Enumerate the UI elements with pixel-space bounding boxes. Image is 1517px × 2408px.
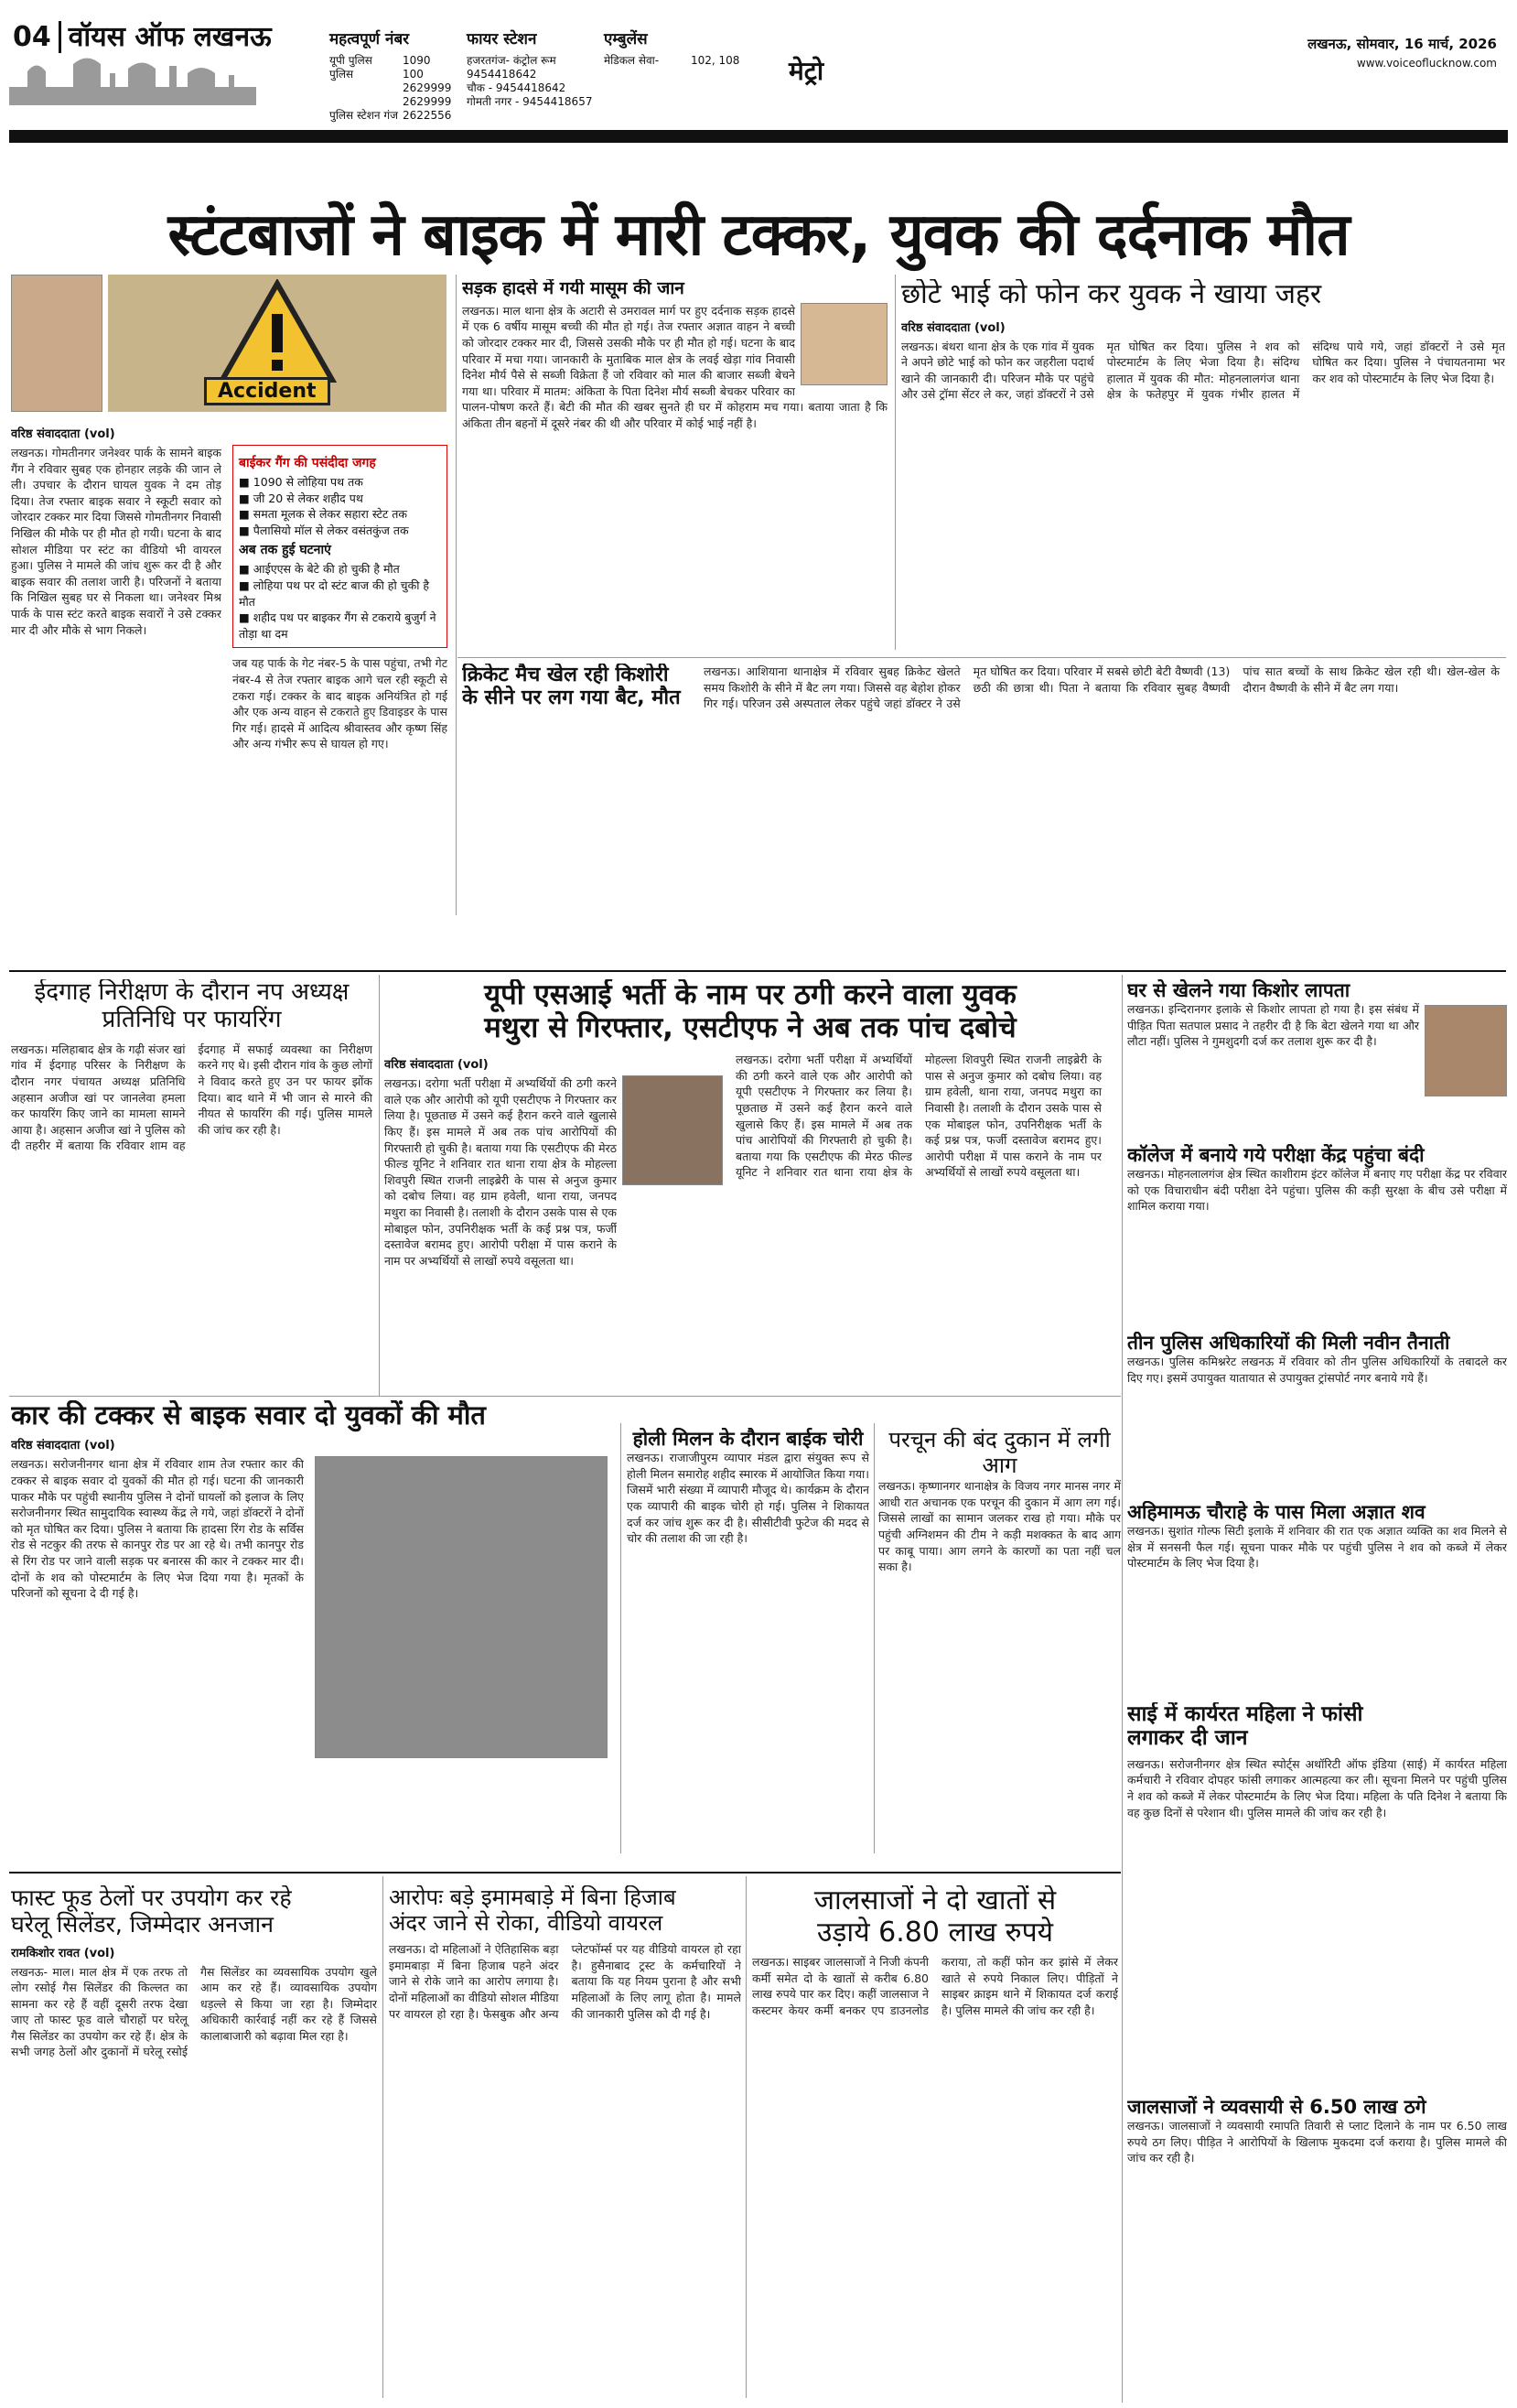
helpline-value: 2629999 <box>403 81 452 94</box>
helpline-ambulance <box>604 27 739 68</box>
section-divider <box>9 970 1506 972</box>
holi-theft-story <box>627 1428 869 1858</box>
fraud-headline-2: उड़ाये 6.80 लाख रुपये <box>816 1916 1054 1949</box>
unknown-body-story <box>1127 1501 1507 1693</box>
helpline-value: 1090 <box>403 54 431 67</box>
helpline-row <box>329 68 451 81</box>
bike-collision-headline: कार की टक्कर से बाइक सवार दो युवकों की मौत <box>11 1400 486 1431</box>
police-posting-headline: तीन पुलिस अधिकारियों की मिली नवीन तैनाती <box>1127 1332 1450 1354</box>
masthead-divider <box>9 130 1508 143</box>
helpline-ambulance-title: एम्बुलेंस <box>604 30 648 49</box>
helpline-important-title: महत्वपूर्ण नंबर <box>329 30 410 49</box>
page-number: 04 <box>13 21 61 53</box>
hijab-body: लखनऊ। दो महिलाओं ने ऐतिहासिक बड़ा इमामबाड़ा में बिना हिजाब पहने अंदर जाने से रोके जाने का आरोप लगाया है। दोनों महिलाओं का वीडियो सोशल मीडिया पर वायरल हो रहा है। फेसबुक और अन्य प्लेटफॉर्म्स पर यह वीडियो वायरल हो रहा है। हुसैनाबाद ट्रस्ट के कर्मचारियों ने बताया कि यह नियम पुराना है और सभी महिलाओं के लिए लागू होता है। मामले की जानकारी पुलिस को दी गई है। <box>389 1942 741 2021</box>
businessman-headline: जालसाजों ने व्यवसायी से 6.50 लाख ठगे <box>1127 2096 1426 2118</box>
biker-box-event: ■ लोहिया पथ पर दो स्टंट बाज की हो चुकी है मौत <box>239 578 430 609</box>
cylinder-headline-2: घरेलू सिलेंडर, जिम्मेदार अनजान <box>11 1910 274 1938</box>
accident-sign-image <box>108 275 446 412</box>
poison-byline: वरिष्ठ संवाददाता (vol) <box>901 320 1006 335</box>
section-name: मेट्रो <box>789 56 824 86</box>
up-si-story <box>384 979 1116 1419</box>
shop-fire-story <box>878 1428 1121 1858</box>
helpline-label: हजरतगंज- कंट्रोल रूम <box>467 54 556 67</box>
biker-box-event: ■ आईएएस के बेटे की हो चुकी है मौत <box>239 562 400 577</box>
helpline-row <box>329 81 451 95</box>
helpline-row: गोमती नगर - 9454418657 <box>467 95 593 108</box>
missing-child-story <box>1127 979 1507 1139</box>
lucknow-skyline-icon <box>9 55 256 105</box>
bike-collision-story <box>11 1400 615 1849</box>
bike-collision-body: लखनऊ। सरोजनीनगर थाना क्षेत्र में रविवार शाम तेज रफ्तार कार की टक्कर से बाइक सवार दो युवकों की मौत हो गई। घटना की जानकारी पाकर मौके पर पहुंची स्थानीय पुलिस ने दोनों घायलों को इलाज के लिए सरोजनीनगर स्थित सामुदायिक स्वास्थ्य केंद्र ले गये, जहां डॉक्टरों ने दोनों को मृत घोषित कर दिया। पुलिस ने बताया कि हादसा रिंग रोड के सर्विस रोड से नटकुर की तरफ से कानपुर रोड पर आ रहे थे। तभी कानपुर रोड से रिंग रोड पर जाने वाली सड़क पर बनारस की कार ने टक्कर मार दी। दोनों के शव को पोस्टमार्टम के लिए भेज दिया गया है। मृतकों के परिजनों को सूचना दे दी गई है। <box>11 1457 304 1601</box>
holi-theft-body: लखनऊ। राजाजीपुरम व्यापार मंडल द्वारा संयुक्त रूप से होली मिलन समारोह शहीद स्मारक में आयोजित किया गया। जिसमें भारी संख्या में व्यापारी मौजूद थे। कार्यक्रम के दौरान एक व्यापारी की बाइक चोरी हो गई। पुलिस ने शिकायत दर्ज कर जांच शुरू कर दी है। सीसीटीवी फुटेज की मदद से चोर की तलाश की जा रही है। <box>627 1451 869 1546</box>
warning-icon <box>218 279 337 384</box>
website-link[interactable]: www.voiceoflucknow.com <box>1356 57 1497 70</box>
helpline-value: 9454418657 <box>522 95 593 108</box>
helpline-important <box>329 27 451 123</box>
lead-byline: वरिष्ठ संवाददाता (vol) <box>11 427 115 441</box>
helpline-fire-title: फायर स्टेशन <box>467 30 537 49</box>
exam-college-story <box>1127 1144 1507 1327</box>
section-divider <box>9 1396 1121 1397</box>
biker-box-event-text: लोहिया पथ पर दो स्टंट बाज की हो चुकी है मौत <box>239 578 430 609</box>
shop-fire-body: लखनऊ। कृष्णानगर थानाक्षेत्र के विजय नगर मानस नगर में आधी रात अचानक एक परचून की दुकान में आग लग गई। जिससे लाखों का सामान जलकर राख हो गया। मौके पर पहुंची अग्निशमन की टीम ने कड़ी मशक्कत के बाद आग पर काबू पाया। आग लगने के कारणों का पता नहीं चल सका है। <box>878 1479 1121 1574</box>
cylinder-byline: रामकिशोर रावत (vol) <box>11 1946 115 1960</box>
up-si-body-repeat: लखनऊ। दरोगा भर्ती परीक्षा में अभ्यर्थियों की ठगी करने वाले एक और आरोपी को यूपी एसटीएफ ने गिरफ्तार कर लिया है। पूछताछ में उसने कई हैरान करने वाले खुलासे किए हैं। इस मामले में अब तक पांच आरोपियों की गिरफ्तारी हो चुकी है। बताया गया कि एसटीएफ की मेरठ फील्ड यूनिट ने शनिवार रात थाना राया क्षेत्र के मोहल्ला शिवपुरी स्थित राजनी लाइब्रेरी के पास से अनुज कुमार को दबोच लिया। वह ग्राम हवेली, थाना राया, जनपद मथुरा का निवासी है। तलाशी के दौरान उसके पास से एक मोबाइल फोन, उपनिरीक्षक भर्ती के कई प्रश्न पत्र, फर्जी दस्तावेज बरामद हुए। आरोपी परीक्षा में पास कराने के नाम पर अभ्यर्थियों से लाखों रुपये वसूलता था। <box>736 1053 1102 1180</box>
helpline-value: 9454418642 <box>495 81 566 94</box>
up-si-headline-1: यूपी एसआई भर्ती के नाम पर ठगी करने वाला युवक <box>484 979 1017 1011</box>
biker-gang-box <box>232 445 447 648</box>
helpline-row: चौक - 9454418642 <box>467 81 566 94</box>
missing-child-photo <box>1425 1005 1507 1096</box>
helpline-row <box>329 95 451 109</box>
biker-box-item: ■ 1090 से लोहिया पथ तक <box>239 475 363 489</box>
biker-box-item: ■ जी 20 से लेकर शहीद पथ <box>239 491 363 505</box>
helpline-fire <box>467 27 592 109</box>
biker-box-title: बाईकर गैंग की पसंदीदा जगह <box>239 456 376 470</box>
fraud-headline-1: जालसाजों ने दो खातों से <box>813 1885 1057 1917</box>
column-divider <box>379 975 380 1396</box>
hijab-headline-2: अंदर जाने से रोका, वीडियो वायरल <box>389 1909 663 1936</box>
fraud-story <box>752 1885 1118 2398</box>
helpline-value: 102, 108 <box>691 54 740 67</box>
helpline-label: गोमती नगर <box>467 95 512 108</box>
sai-woman-headline-1: साई में कार्यरत महिला ने फांसी <box>1127 1702 1363 1726</box>
helpline-value: 9454418642 <box>467 68 537 81</box>
missing-child-body: लखनऊ। इन्दिरानगर इलाके से किशोर लापता हो गया है। इस संबंध में पीड़ित पिता सतपाल प्रसाद ने तहरीर दी है कि बेटा खेलने गया था और लौटा नहीं। पुलिस ने गुमशुदगी दर्ज कर तलाश शुरू कर दी है। <box>1127 1002 1419 1049</box>
dateline <box>1307 35 1497 70</box>
column-divider <box>620 1423 621 1853</box>
biker-box-item-text: पैलासियो मॉल से लेकर वसंतकुंज तक <box>253 523 409 537</box>
child-death-story <box>462 279 888 650</box>
crashed-car-photo <box>315 1456 608 1758</box>
helpline-label: पुलिस स्टेशन गंज <box>329 109 398 122</box>
biker-box-item: ■ समता मूलक से लेकर सहारा स्टेट तक <box>239 507 407 522</box>
cylinder-story <box>11 1885 377 2398</box>
biker-box-item: ■ पैलासियो मॉल से लेकर वसंतकुंज तक <box>239 523 409 537</box>
accident-label: Accident <box>204 377 330 405</box>
police-posting-body: लखनऊ। पुलिस कमिश्नरेट लखनऊ में रविवार को तीन पुलिस अधिकारियों के तबादले कर दिए गए। इसमें उपायुक्त यातायात से उपायुक्त ट्रांसपोर्ट नगर बनाये गये हैं। <box>1127 1355 1507 1385</box>
up-si-headline-2: मथुरा से गिरफ्तार, एसटीएफ ने अब तक पांच दबोचे <box>484 1010 1017 1044</box>
paper-name: वॉयस ऑफ लखनऊ <box>68 21 272 53</box>
column-divider <box>456 275 457 915</box>
child-death-body: लखनऊ। माल थाना क्षेत्र के अटारी से उमरावल मार्ग पर हुए दर्दनाक सड़क हादसे में एक 6 वर्षीय मासूम बच्ची की मौत हो गई। तेज रफ्तार अज्ञात वाहन ने बच्ची को जोरदार टक्कर मार दी, जिससे उसकी मौके पर ही मौत हो गई। घटना के बाद परिवार में मचा गया। जानकारी के मुताबिक माल क्षेत्र के लवई खेड़ा गांव निवासी दिनेश मौर्य पैसे से सब्जी विक्रेता हैं जो रविवार को माल की बाजार सब्जी बेचने गया था। परिवार में मातम: अंकिता के पिता दिनेश मौर्य सब्जी बेचकर परिवार का पालन-पोषण करते हैं। बेटी की मौत की खबर सुनते ही घर में कोहराम मच गया। बताया जाता है कि अंकिता तीन बहनों में दूसरे नंबर की थी और परिवार में कोई भाई नहीं है। <box>462 303 888 430</box>
biker-box-event-text: आईएएस के बेटे की हो चुकी है मौत <box>253 562 400 577</box>
helpline-label: मेडिकल सेवा- <box>604 54 660 67</box>
firing-headline: ईदगाह निरीक्षण के दौरान नप अध्यक्ष प्रतिनिधि पर फायरिंग <box>34 979 350 1033</box>
up-si-body-continued <box>736 1052 1102 1372</box>
helpline-value: 2622556 <box>403 109 452 122</box>
biker-box-item-text: समता मूलक से लेकर सहारा स्टेट तक <box>253 507 407 522</box>
exam-college-body: लखनऊ। मोहनलालगंज क्षेत्र स्थित काशीराम इंटर कॉलेज में बनाए गए परीक्षा केंद्र पर रविवार को एक विचाराधीन बंदी परीक्षा देने पहुंचा। पुलिस की कड़ी सुरक्षा के बीच उसे परीक्षा में शामिल कराया गया। <box>1127 1167 1507 1214</box>
section-divider <box>9 1872 1121 1873</box>
fraud-body: लखनऊ। साइबर जालसाजों ने निजी कंपनी कर्मी समेत दो के खातों से करीब 6.80 लाख रुपये पार कर दिए। कहीं जालसाज ने कस्टमर केयर कर्मी बनकर एप डाउनलोड कराया, तो कहीं फोन कर झांसे में लेकर खाते से रुपये निकाल लिए। पीड़ितों ने साइबर क्राइम थाने में शिकायत दर्ज कराई है। पुलिस मामले की जांच कर रही है। <box>752 1955 1118 2017</box>
helpline-row <box>604 54 739 68</box>
hijab-headline-1: आरोपः बड़े इमामबाड़े में बिना हिजाब <box>389 1885 676 1910</box>
cricket-story <box>462 664 1505 920</box>
helpline-value: 100 <box>403 68 424 81</box>
unknown-body-body: लखनऊ। सुशांत गोल्फ सिटी इलाके में शनिवार की रात एक अज्ञात व्यक्ति का शव मिलने से क्षेत्र में सनसनी फैल गई। सूचना पाकर मौके पर पहुंची पुलिस ने शव को कब्जे में लेकर पोस्टमार्टम के लिए भेज दिया है। <box>1127 1524 1507 1571</box>
biker-box-event-text: शहीद पथ पर बाइकर गैंग से टकराये बुजुर्ग ने तोड़ा था दम <box>239 610 436 641</box>
biker-box-event: ■ शहीद पथ पर बाइकर गैंग से टकराये बुजुर्ग ने तोड़ा था दम <box>239 610 436 641</box>
poison-story <box>901 279 1505 650</box>
biker-box-item-text: 1090 से लोहिया पथ तक <box>253 475 363 489</box>
cricket-body: लखनऊ। आशियाना थानाक्षेत्र में रविवार सुबह क्रिकेट खेलते समय किशोरी के सीने में बैट लग गया। जिससे वह बेहोश होकर गिर गई। परिजन उसे अस्पताल लेकर पहुंचे जहां डॉक्टर ने उसे मृत घोषित कर दिया। परिवार में सबसे छोटी बेटी वैष्णवी (13) छठी की छात्रा थी। पिता ने बताया कि रविवार सुबह वैष्णवी पांच सात बच्चों के साथ क्रिकेट खेल रही थी। खेल-खेल के दौरान वैष्णवी के सीने में बैट लग गया। <box>704 664 1500 711</box>
poison-body: लखनऊ। बंथरा थाना क्षेत्र के एक गांव में युवक ने अपने छोटे भाई को फोन कर जहरीला पदार्थ खाने की जानकारी दी। परिजन मौके पर पहुंचे और उसे ट्रॉमा सेंटर ले कर, जहां डॉक्टरों ने उसे मृत घोषित कर दिया। पुलिस ने शव को पोस्टमार्टम के लिए भेजा दिया है। संदिग्ध हालात में युवक की मौत: मोहनलालगंज थाना क्षेत्र के फतेहपुर में युवक गंभीर हालत में संदिग्ध पाये गये, जहां डॉक्टरों ने उसे मृत घोषित कर दिया। पुलिस ने पंचायतनामा भर कर शव को पोस्टमार्टम के लिए भेज दिया है। <box>901 339 1505 402</box>
helpline-row <box>467 54 592 68</box>
column-divider <box>746 1876 747 2398</box>
bike-collision-byline: वरिष्ठ संवाददाता (vol) <box>11 1439 115 1453</box>
firing-story <box>11 979 372 1391</box>
businessman-body: लखनऊ। जालसाजों ने व्यवसायी रमापति तिवारी से प्लाट दिलाने के नाम पर 6.50 लाख रुपये ठग लिए। पीड़ित ने आरोपियों के खिलाफ मुकदमा दर्ज कराया है। पुलिस मामले की जांच कर रही है। <box>1127 2119 1507 2165</box>
helpline-label: पुलिस <box>329 68 354 81</box>
helpline-row <box>329 54 451 68</box>
column-divider <box>895 275 896 650</box>
helpline-row <box>467 68 592 81</box>
helpline-row <box>329 109 451 123</box>
hijab-story <box>389 1885 741 2398</box>
biker-box-item-text: जी 20 से लेकर शहीद पथ <box>253 491 363 505</box>
column-divider <box>1122 975 1123 2403</box>
missing-child-headline: घर से खेलने गया किशोर लापता <box>1127 979 1350 1001</box>
section-divider <box>457 657 1506 658</box>
victim-photo <box>11 275 102 412</box>
lead-body-continued: जब यह पार्क के गेट नंबर-5 के पास पहुंचा, तभी गेट नंबर-4 से तेज रफ्तार बाइक आगे चल रही स्कूटी से टकरा गई। टक्कर के बाद बाइक अनियंत्रित हो गई और एक अन्य वाहन से टकराते हुए डिवाइडर के पास गिर गई। हादसे में आदित्य श्रीवास्तव और कृष्ण सिंह और अन्य गंभीर रूप से घायल हो गए। <box>232 656 447 751</box>
holi-theft-headline: होली मिलन के दौरान बाईक चोरी <box>632 1428 864 1450</box>
sai-woman-headline-2: लगाकर दी जान <box>1127 1726 1248 1751</box>
column-divider <box>382 1876 383 2398</box>
column-divider <box>874 1423 875 1853</box>
helpline-label: चौक <box>467 81 485 94</box>
cricket-headline: क्रिकेट मैच खेल रही किशोरी के सीने पर लग गया बैट, मौत <box>462 664 681 710</box>
lead-body: लखनऊ। गोमतीनगर जनेश्वर पार्क के सामने बाइक गैंग ने रविवार सुबह एक होनहार लड़के की जान ले ली। उपचार के दौरान घायल युवक ने दम तोड़ दिया। तेज रफ्तार बाइक सवार ने स्कूटी सवार को जोरदार टक्कर मार दिया जिससे गोमतीनगर निवासी निखिल की मौके पर ही मौत हो गयी। घटना के बाद सोशल मीडिया पर स्टंट का वीडियो भी वायरल हुआ। पुलिस ने मामले की जांच शुरू कर दी है और बाइक सवार की तलाश जारी है। परिजनों ने बताया कि निखिल सुबह घर से निकला था। जनेश्वर मिश्र पार्क के पास स्टंट करते बाइक सवारों ने उसे टक्कर मार दी और मौके से भाग निकले। <box>11 446 221 637</box>
up-si-byline: वरिष्ठ संवाददाता (vol) <box>384 1058 489 1073</box>
cylinder-headline-1: फास्ट फूड ठेलों पर उपयोग कर रहे <box>11 1885 292 1911</box>
biker-box-subtitle: अब तक हुई घटनाएं <box>239 543 331 558</box>
sai-woman-story <box>1127 1702 1507 2087</box>
helpline-value: 2629999 <box>403 95 452 108</box>
helpline-label: यूपी पुलिस <box>329 54 372 67</box>
up-si-body: लखनऊ। दरोगा भर्ती परीक्षा में अभ्यर्थियों की ठगी करने वाले एक और आरोपी को यूपी एसटीएफ ने गिरफ्तार कर लिया है। पूछताछ में उसने कई हैरान करने वाले खुलासे किए हैं। इस मामले में अब तक पांच आरोपियों की गिरफ्तारी हो चुकी है। बताया गया कि एसटीएफ की मेरठ फील्ड यूनिट ने शनिवार रात थाना राया क्षेत्र के मोहल्ला शिवपुरी स्थित राजनी लाइब्रेरी के पास से अनुज कुमार को दबोच लिया। वह ग्राम हवेली, थाना राया, जनपद मथुरा का निवासी है। तलाशी के दौरान उसके पास से एक मोबाइल फोन, उपनिरीक्षक भर्ती के कई प्रश्न पत्र, फर्जी दस्तावेज बरामद हुए। आरोपी परीक्षा में पास कराने के नाम पर अभ्यर्थियों से लाखों रुपये वसूलता था। <box>384 1076 617 1268</box>
child-death-headline: सड़क हादसे में गयी मासूम की जान <box>462 279 684 298</box>
businessman-story <box>1127 2096 1507 2398</box>
lead-headline: स्टंटबाजों ने बाइक में मारी टक्कर, युवक की दर्दनाक मौत <box>167 201 1350 269</box>
cylinder-body: लखनऊ- माल। माल क्षेत्र में एक तरफ तो लोग रसोई गैस सिलेंडर की किल्लत का सामना कर रहे हैं वहीं दूसरी तरफ देखा जाए तो फास्ट फूड वाले चौराहों पर घरेलू गैस सिलेंडर का उपयोग कर रहे हैं। क्षेत्र के सभी जगह ठेलों और दुकानों में घरेलू रसोई गैस सिलेंडर का व्यवसायिक उपयोग खुले आम कर रहे हैं। व्यावसायिक उपयोग धड़ल्ले से किया जा रहा है। जिम्मेदार अधिकारी कार्रवाई नहीं कर रहे हैं जिससे कालाबाजारी को बढ़ावा मिल रहा है। <box>11 1964 377 2059</box>
firing-body: लखनऊ। मलिहाबाद क्षेत्र के गढ़ी संजर खां गांव में ईदगाह परिसर के निरीक्षण के दौरान नगर पंचायत अध्यक्ष प्रतिनिधि अहसान अजीज खां पर जानलेवा हमला कर फायरिंग किए जाने का मामला सामने आया है। अहसान अजीज खां ने पुलिस को दी तहरीर में बताया कि रविवार शाम वह ईदगाह में सफाई व्यवस्था का निरीक्षण करने गए थे। इसी दौरान गांव के कुछ लोगों ने विवाद करते हुए उन पर फायर झोंक दिया। बाद थाने में भी जान से मारने की नीयत से फायरिंग की गई। पुलिस मामले की जांच कर रही है। <box>11 1042 372 1153</box>
poison-headline: छोटे भाई को फोन कर युवक ने खाया जहर <box>901 279 1322 310</box>
shop-fire-headline: परचून की बंद दुकान में लगी आग <box>888 1428 1111 1478</box>
accused-photo <box>622 1075 723 1185</box>
exam-college-headline: कॉलेज में बनाये गये परीक्षा केंद्र पहुंचा बंदी <box>1127 1144 1425 1166</box>
unknown-body-headline: अहिमामऊ चौराहे के पास मिला अज्ञात शव <box>1127 1501 1426 1523</box>
newspaper-masthead <box>13 16 272 54</box>
issue-date: लखनऊ, सोमवार, 16 मार्च, 2026 <box>1307 36 1497 52</box>
police-posting-story <box>1127 1332 1507 1496</box>
sai-woman-body: लखनऊ। सरोजनीनगर क्षेत्र स्थित स्पोर्ट्स अथॉरिटी ऑफ इंडिया (साई) में कार्यरत महिला कर्मचारी ने रविवार दोपहर फांसी लगाकर आत्महत्या कर ली। सूचना मिलने पर पहुंची पुलिस ने शव को कब्जे में लेकर पोस्टमार्टम के लिए भेज दिया। महिला के पति दिनेश ने बताया कि वह कुछ दिनों से परेशान थी। पुलिस मामले की जांच कर रही है। <box>1127 1756 1507 1819</box>
child-photo <box>801 303 888 385</box>
